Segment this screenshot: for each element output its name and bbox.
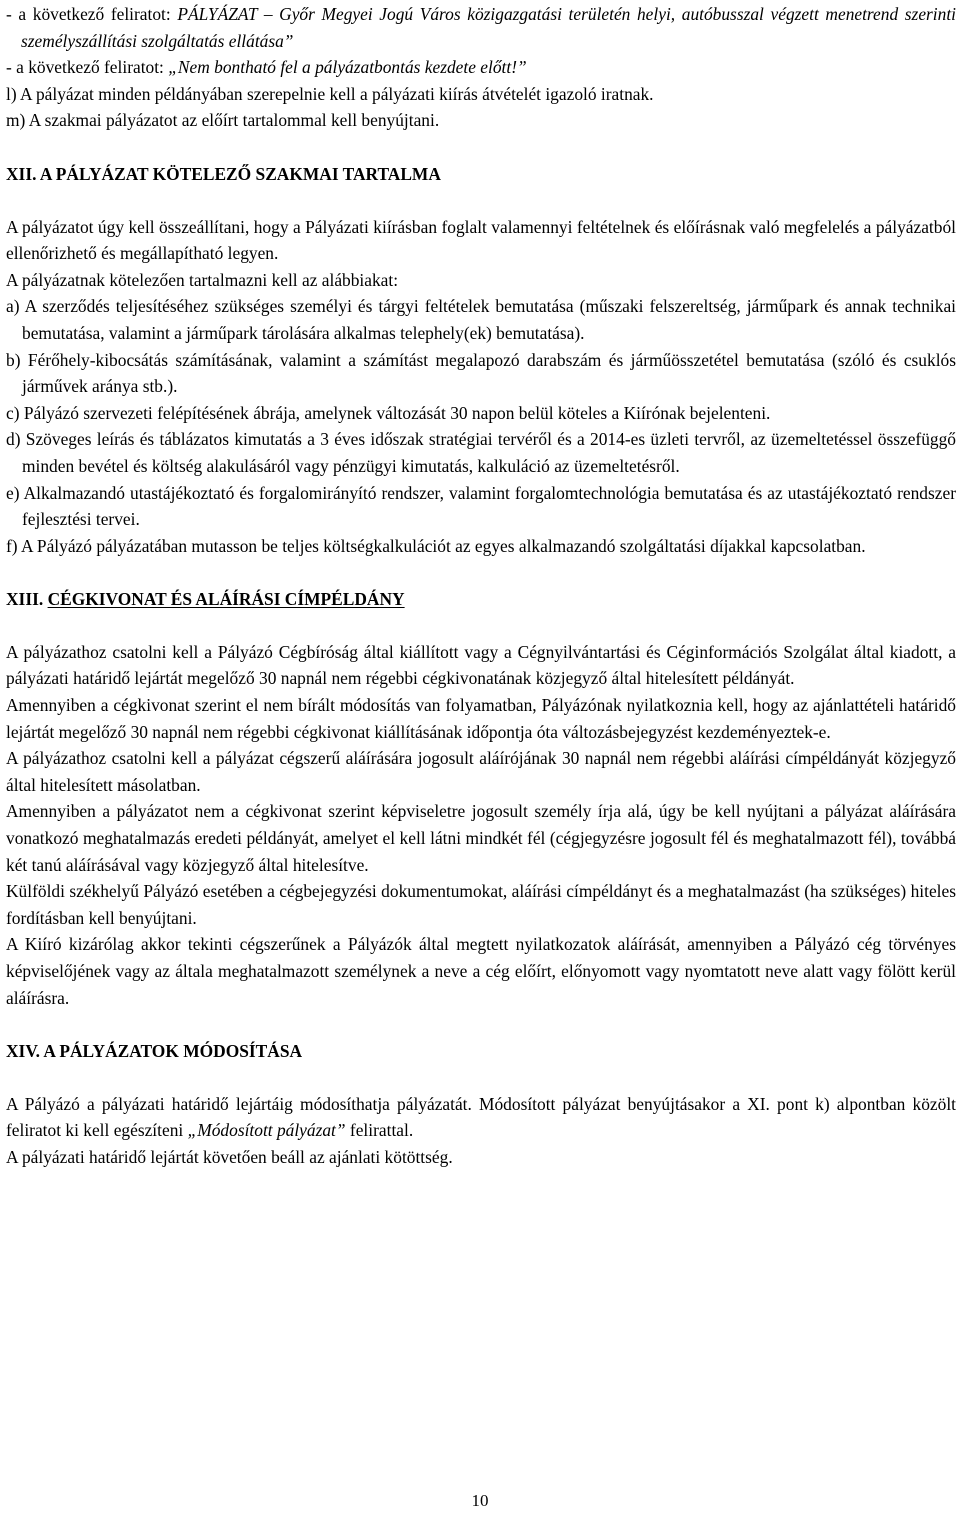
section-12-intro-1: A pályázatot úgy kell összeállítani, hogy a Pályázati kiírásban foglalt valamennyi feltételnek és előírásnak való megfelelés a pályázatból ellenőrizhető és megállapítható legyen.	[6, 216, 956, 264]
label-instruction-1: - a következő feliratot: PÁLYÁZAT – Győr Megyei Jogú Város közigazgatási területén helyi, autóbusszal végzett menetrend szerinti személyszállítási szolgáltatás ellátása”	[6, 4, 957, 51]
item-m: m) A szakmai pályázatot az előírt tartalommal kell benyújtani.	[6, 110, 440, 131]
section-12-item-c: c) Pályázó szervezeti felépítésének ábrája, amelynek változását 30 napon belül köteles a Kiírónak bejelenteni.	[6, 402, 771, 423]
section-13-paragraph: A Kiíró kizárólag akkor tekinti cégszerűnek a Pályázók által megtett nyilatkozatok aláírását, amennyiben a Pályázó cég törvényes képviselőjének vagy az általa meghatalmazott személynek a neve a cég előírt, előnyomott vagy nyomtatott neve alatt vagy fölött kerül aláírásra.	[6, 934, 956, 1008]
section-12-item-d: d) Szöveges leírás és táblázatos kimutatás a 3 éves időszak stratégiai tervéről és a 2014-es üzleti tervről, az üzemeltetéssel összefüggő minden bevétel és költség alakulásáról vagy pénzügyi kimutatás, kalkuláció az üzemeltetésről.	[6, 429, 956, 476]
section-13-paragraph: Amennyiben a pályázatot nem a cégkivonat szerint képviseletre jogosult személy írja alá, úgy be kell nyújtani a pályázat aláírására vonatkozó meghatalmazás eredeti példányát, amelyet el kell látni mindkét fél (cégjegyzésre jogosult fél és meghatalmazott fél), továbbá két tanú aláírásával vagy közjegyző által hitelesítve.	[6, 801, 956, 875]
section-12-intro-2: A pályázatnak kötelezően tartalmazni kell az alábbiakat:	[6, 269, 399, 290]
section-12-item-a: a) A szerződés teljesítéséhez szükséges személyi és tárgyi feltételek bemutatása (műszaki felszereltség, járműpark és annak technikai bemutatása, valamint a járműpark tárolására alkalmas telephely(ek) bemutatása).	[6, 296, 956, 343]
section-12-item-f: f) A Pályázó pályázatában mutasson be teljes költségkalkulációt az egyes alkalmazandó szolgáltatási díjakkal kapcsolatban.	[6, 535, 866, 556]
section-14-paragraph-1: A Pályázó a pályázati határidő lejártáig módosíthatja pályázatát. Módosított pályázat benyújtásakor a XI. pont k) alpontban közölt feliratot ki kell egészíteni „Módosított pályázat” felirattal.	[6, 1093, 956, 1141]
section-14-heading: XIV. A PÁLYÁZATOK MÓDOSÍTÁSA	[6, 1041, 303, 1062]
section-12-heading: XII. A PÁLYÁZAT KÖTELEZŐ SZAKMAI TARTALMA	[6, 163, 441, 184]
page-number: 10	[471, 1491, 489, 1510]
section-13-paragraph: A pályázathoz csatolni kell a pályázat cégszerű aláírására jogosult aláírójának 30 napnál nem régebbi aláírási címpéldányát közjegyző által hitelesített másolatban.	[6, 748, 956, 795]
section-13-paragraph: Amennyiben a cégkivonat szerint el nem bírált módosítás van folyamatban, Pályázónak nyilatkoznia kell, hogy az ajánlattételi határidő lejártát megelőző 30 napnál nem régebbi cégkivonat kiállításának időpontja óta változásbejegyzést kezdeményeztek-e.	[6, 695, 956, 742]
section-13-paragraph: A pályázathoz csatolni kell a Pályázó Cégbíróság által kiállított vagy a Cégnyilvántartási és Céginformációs Szolgálat által kiadott, a pályázati határidő lejártát megelőző 30 napnál nem régebbi cégkivonatának közjegyző által hitelesített példányát.	[6, 641, 956, 689]
section-13-heading: XIII. CÉGKIVONAT ÉS ALÁÍRÁSI CÍMPÉLDÁNY	[6, 589, 405, 610]
label-instruction-2: - a következő feliratot: „Nem bontható fel a pályázatbontás kezdete előtt!”	[6, 57, 527, 78]
section-14-paragraph-2: A pályázati határidő lejártát követően beáll az ajánlati kötöttség.	[6, 1146, 453, 1167]
section-13-paragraph: Külföldi székhelyű Pályázó esetében a cégbejegyzési dokumentumokat, aláírási címpéldányt és a meghatalmazást (ha szükséges) hiteles fordításban kell benyújtani.	[6, 881, 956, 928]
item-l: l) A pályázat minden példányában szerepelnie kell a pályázati kiírás átvételét igazoló iratnak.	[6, 83, 654, 104]
section-12-item-e: e) Alkalmazandó utastájékoztató és forgalomirányító rendszer, valamint forgalomtechnológia bemutatása és az utastájékoztató rendszer fejlesztési tervei.	[6, 482, 956, 530]
document-page	[6, 1, 956, 1171]
section-12-item-b: b) Férőhely-kibocsátás számításának, valamint a számítást megalapozó darabszám és járműösszetétel bemutatása (szóló és csuklós járművek aránya stb.).	[6, 349, 956, 397]
